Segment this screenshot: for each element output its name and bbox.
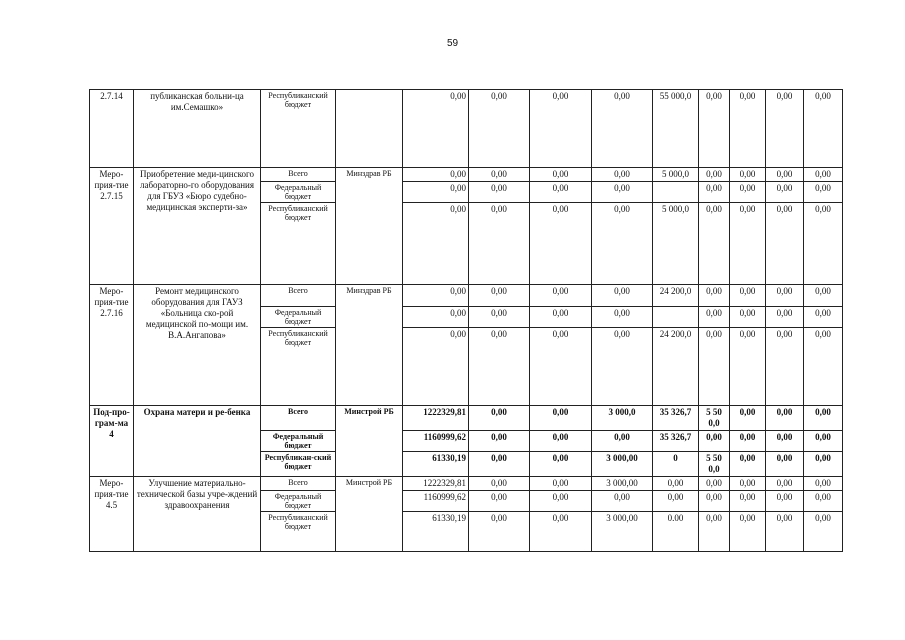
- value-cell: 0,00: [766, 452, 804, 477]
- value-cell: 0,00: [469, 452, 530, 477]
- value-cell: 0,00: [469, 203, 530, 285]
- funding-source: Федеральный бюджет: [261, 182, 336, 203]
- value-cell: 5 50 0,0: [699, 406, 730, 431]
- page-number: 59: [446, 38, 459, 49]
- funding-source: Федеральный бюджет: [261, 491, 336, 512]
- value-cell: 3 000,0: [592, 406, 653, 431]
- value-cell: 0,00: [592, 168, 653, 182]
- value-cell: 0,00: [403, 328, 469, 406]
- value-cell: 0,00: [730, 512, 766, 552]
- value-cell: 0,00: [766, 512, 804, 552]
- value-cell: 0,00: [699, 285, 730, 307]
- value-cell: 0,00: [766, 285, 804, 307]
- value-cell: 24 200,0: [653, 285, 699, 307]
- value-cell: 0,00: [804, 452, 843, 477]
- value-cell: 0,00: [403, 168, 469, 182]
- value-cell: 3 000,00: [592, 477, 653, 491]
- value-cell: 0,00: [699, 182, 730, 203]
- value-cell: 0,00: [730, 90, 766, 168]
- value-cell: 0,00: [699, 90, 730, 168]
- value-cell: 0,00: [730, 328, 766, 406]
- value-cell: 0,00: [730, 406, 766, 431]
- measure-code: Меро-прия-тие 2.7.15: [90, 168, 134, 285]
- value-cell: 0,00: [530, 203, 592, 285]
- value-cell: 0,00: [804, 477, 843, 491]
- value-cell: 0,00: [804, 512, 843, 552]
- measure-code: Меро-прия-тие 4.5: [90, 477, 134, 552]
- value-cell: 0,00: [403, 203, 469, 285]
- value-cell: 0,00: [530, 452, 592, 477]
- value-cell: 0,00: [530, 90, 592, 168]
- value-cell: 0,00: [804, 307, 843, 328]
- value-cell: 0,00: [469, 491, 530, 512]
- value-cell: 1160999,62: [403, 431, 469, 452]
- value-cell: 0,00: [730, 285, 766, 307]
- value-cell: 0,00: [730, 477, 766, 491]
- value-cell: 0,00: [530, 328, 592, 406]
- executor: Минстрой РБ: [336, 477, 403, 552]
- value-cell: 3 000,00: [592, 452, 653, 477]
- value-cell: [653, 307, 699, 328]
- measure-code: Под-про-грам-ма 4: [90, 406, 134, 477]
- value-cell: 0,00: [530, 182, 592, 203]
- measure-name: Улучшение материально-технической базы учре-ждений здравоохранения: [134, 477, 261, 552]
- value-cell: 61330,19: [403, 512, 469, 552]
- measure-code: 2.7.14: [90, 90, 134, 168]
- value-cell: 0,00: [730, 182, 766, 203]
- funding-source: Республикан-ский бюджет: [261, 452, 336, 477]
- value-cell: 61330,19: [403, 452, 469, 477]
- value-cell: 0,00: [653, 477, 699, 491]
- value-cell: 1160999,62: [403, 491, 469, 512]
- value-cell: 35 326,7: [653, 431, 699, 452]
- value-cell: 0,00: [699, 477, 730, 491]
- value-cell: 0,00: [530, 477, 592, 491]
- value-cell: 35 326,7: [653, 406, 699, 431]
- value-cell: 0,00: [469, 90, 530, 168]
- value-cell: 0,00: [469, 285, 530, 307]
- funding-source: Всего: [261, 168, 336, 182]
- value-cell: 0,00: [766, 307, 804, 328]
- value-cell: 0,00: [766, 431, 804, 452]
- value-cell: 24 200,0: [653, 328, 699, 406]
- value-cell: 0,00: [730, 452, 766, 477]
- value-cell: 0,00: [403, 182, 469, 203]
- value-cell: 0,00: [766, 491, 804, 512]
- funding-source: Республиканский бюджет: [261, 512, 336, 552]
- value-cell: 0,00: [766, 477, 804, 491]
- value-cell: 0,00: [469, 328, 530, 406]
- value-cell: 0,00: [530, 406, 592, 431]
- value-cell: 0,00: [469, 431, 530, 452]
- value-cell: 0,00: [699, 431, 730, 452]
- measure-name: Приобретение меди-цинского лабораторно-го оборудования для ГБУЗ «Бюро судебно-медицинская эксперти-за»: [134, 168, 261, 285]
- value-cell: 0,00: [730, 203, 766, 285]
- value-cell: 0,00: [403, 90, 469, 168]
- executor: Минздрав РБ: [336, 285, 403, 406]
- value-cell: 0,00: [530, 285, 592, 307]
- value-cell: 0,00: [469, 512, 530, 552]
- value-cell: 0,00: [592, 90, 653, 168]
- value-cell: 0,00: [730, 431, 766, 452]
- value-cell: 0,00: [699, 328, 730, 406]
- measure-name: Охрана матери и ре-бенка: [134, 406, 261, 477]
- funding-source: Республиканский бюджет: [261, 203, 336, 285]
- funding-source: Республиканский бюджет: [261, 90, 336, 168]
- value-cell: 0,00: [592, 203, 653, 285]
- value-cell: 0,00: [766, 168, 804, 182]
- table-row: [90, 477, 843, 491]
- value-cell: 0,00: [592, 328, 653, 406]
- value-cell: [653, 182, 699, 203]
- executor: Минздрав РБ: [336, 168, 403, 285]
- funding-source: Федеральный бюджет: [261, 431, 336, 452]
- value-cell: 1222329,81: [403, 406, 469, 431]
- measure-name: публиканская больни-ца им.Семашко»: [134, 90, 261, 168]
- executor: [336, 90, 403, 168]
- value-cell: 1222329,81: [403, 477, 469, 491]
- funding-source: Всего: [261, 477, 336, 491]
- value-cell: 0,00: [469, 168, 530, 182]
- funding-source: Федеральный бюджет: [261, 307, 336, 328]
- value-cell: 0,00: [592, 307, 653, 328]
- value-cell: 0,00: [766, 328, 804, 406]
- value-cell: 0,00: [804, 491, 843, 512]
- table-row: [90, 406, 843, 431]
- value-cell: 0,00: [592, 285, 653, 307]
- value-cell: 5 000,0: [653, 203, 699, 285]
- budget-table: [89, 89, 843, 552]
- value-cell: 0,00: [699, 512, 730, 552]
- value-cell: 3 000,00: [592, 512, 653, 552]
- value-cell: 0,00: [469, 477, 530, 491]
- value-cell: 0,00: [530, 307, 592, 328]
- value-cell: 0.00: [653, 512, 699, 552]
- value-cell: 0,00: [804, 285, 843, 307]
- value-cell: 0,00: [766, 182, 804, 203]
- value-cell: 0,00: [530, 491, 592, 512]
- value-cell: 5 000,0: [653, 168, 699, 182]
- value-cell: 0,00: [530, 431, 592, 452]
- value-cell: 0,00: [804, 203, 843, 285]
- table-row: [90, 285, 843, 307]
- value-cell: 0,00: [699, 203, 730, 285]
- value-cell: 5 50 0,0: [699, 452, 730, 477]
- value-cell: 0,00: [804, 168, 843, 182]
- value-cell: 0,00: [699, 307, 730, 328]
- value-cell: 0,00: [592, 431, 653, 452]
- value-cell: 0,00: [766, 90, 804, 168]
- table-row: [90, 90, 843, 168]
- executor: Минстрой РБ: [336, 406, 403, 477]
- value-cell: 0,00: [804, 328, 843, 406]
- value-cell: 0,00: [653, 491, 699, 512]
- table-row: [90, 168, 843, 182]
- measure-name: Ремонт медицинского оборудования для ГАУЗ «Больница ско-рой медицинской по-мощи им. В.А.Ангапова»: [134, 285, 261, 406]
- value-cell: 0,00: [766, 406, 804, 431]
- value-cell: 0,00: [730, 168, 766, 182]
- funding-source: Всего: [261, 406, 336, 431]
- value-cell: 55 000,0: [653, 90, 699, 168]
- value-cell: 0,00: [469, 406, 530, 431]
- value-cell: 0,00: [699, 491, 730, 512]
- value-cell: 0,00: [530, 168, 592, 182]
- measure-code: Меро-прия-тие 2.7.16: [90, 285, 134, 406]
- value-cell: 0,00: [730, 307, 766, 328]
- value-cell: 0,00: [766, 203, 804, 285]
- value-cell: 0,00: [804, 406, 843, 431]
- value-cell: 0,00: [804, 182, 843, 203]
- value-cell: 0,00: [530, 512, 592, 552]
- value-cell: 0,00: [804, 90, 843, 168]
- value-cell: 0,00: [403, 307, 469, 328]
- value-cell: 0,00: [592, 491, 653, 512]
- value-cell: 0: [653, 452, 699, 477]
- funding-source: Всего: [261, 285, 336, 307]
- value-cell: 0,00: [730, 491, 766, 512]
- value-cell: 0,00: [804, 431, 843, 452]
- value-cell: 0,00: [469, 307, 530, 328]
- value-cell: 0,00: [403, 285, 469, 307]
- funding-source: Республиканский бюджет: [261, 328, 336, 406]
- value-cell: 0,00: [592, 182, 653, 203]
- value-cell: 0,00: [699, 168, 730, 182]
- value-cell: 0,00: [469, 182, 530, 203]
